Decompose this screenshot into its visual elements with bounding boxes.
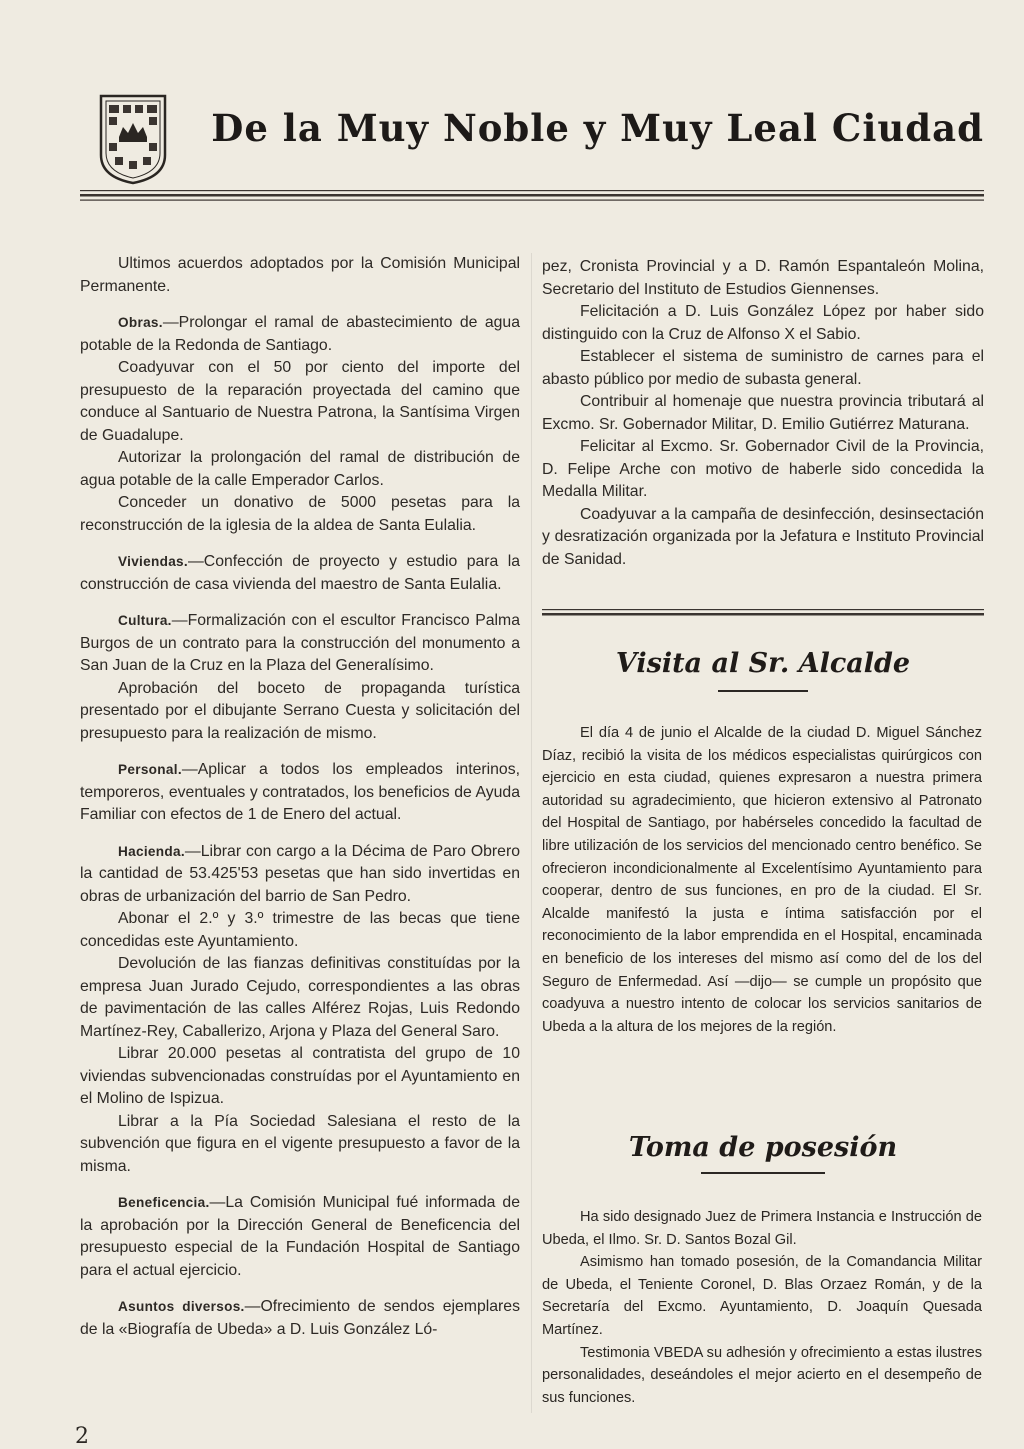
section-personal: Personal.—Aplicar a todos los empleados interinos, temporeros, eventuales y contratados, los beneficios de Ayuda Familiar con efectos de 1 de Enero del actual. [80,761,520,823]
section-lead: Hacienda. [118,843,185,859]
paragraph: Prolongar el ramal de abastecimiento de agua potable de la Redonda de Santiago. [80,314,520,354]
section-lead: Personal. [118,762,182,777]
paragraph: pez, Cronista Provincial y a D. Ramón Espantaleón Molina, Secretario del Instituto de Estudios Giennenses. [542,258,984,298]
paragraph: Autorizar la prolongación del ramal de distribución de agua potable de la calle Emperador Carlos. [80,449,520,489]
paragraph: Contribuir al homenaje que nuestra provincia tributará al Excmo. Sr. Gobernador Militar, D. Emilio Gutiérrez Maturana. [542,393,984,433]
paragraph: Asimismo han tomado posesión, de la Comandancia Militar de Ubeda, el Teniente Coronel, D. Blas Orzaez Román, y de la Secretaría del Excmo. Ayuntamiento, D. Joaquín Quesada Martínez. [542,1254,982,1338]
paragraph: Conceder un donativo de 5000 pesetas para la reconstrucción de la iglesia de la aldea de Santa Eulalia. [80,494,520,534]
toma-article [542,1206,982,1409]
column-divider [531,253,532,1413]
section-beneficencia: Beneficencia.—La Comisión Municipal fué informada de la aprobación por la Dirección General de Beneficencia del presupuesto especial de la Fundación Hospital de Santiago para el actual ejercicio. [80,1194,520,1279]
paragraph: Ha sido designado Juez de Primera Instancia e Instrucción de Ubeda, el Ilmo. Sr. D. Santos Bozal Gil. [542,1209,982,1248]
visita-title: Visita al Sr. Alcalde [615,648,911,679]
title-underline [718,690,808,692]
section-asuntos-diversos: Asuntos diversos.—Ofrecimiento de sendos ejemplares de la «Biografía de Ubeda» a D. Luis González Ló- [80,1298,520,1338]
section-lead: Obras. [118,315,163,330]
section-obras: Obras.—Prolongar el ramal de abastecimiento de agua potable de la Redonda de Santiago. [80,314,520,354]
paragraph: Felicitación a D. Luis González López por haber sido distinguido con la Cruz de Alfonso X el Sabio. [542,303,984,343]
right-column [542,256,984,571]
paragraph: La Comisión Municipal fué informada de la aprobación por la Dirección General de Beneficencia del presupuesto especial de la Fundación Hospital de Santiago para el actual ejercicio. [80,1194,520,1279]
paragraph: Librar 20.000 pesetas al contratista del grupo de 10 viviendas subvencionadas construídas por el Ayuntamiento en el Molino de Ispizua. [80,1045,520,1107]
paragraph: Confección de proyecto y estudio para la construcción de casa vivienda del maestro de Santa Eulalia. [80,553,520,593]
paragraph: Formalización con el escultor Francisco Palma Burgos de un contrato para la construcción del monumento a San Juan de la Cruz en la Plaza del Generalísimo. [80,612,520,674]
paragraph: Coadyuvar a la campaña de desinfección, desinsectación y desratización organizada por la Jefatura e Instituto Provincial de Sanidad. [542,505,984,568]
paragraph: El día 4 de junio el Alcalde de la ciudad D. Miguel Sánchez Díaz, recibió la visita de los médicos especialistas quirúrgicos con ejercicio en esta ciudad, quienes expresaron a nuestra primera autoridad su agradecimiento, que hicieron extensivo al Patronato del Hospital de Santiago, por habérseles concedido la facultad de libre utilización de los servicios del mencionado centro benéfico. Se ofrecieron incondicionalmente al Excelentísimo Ayuntamiento para cooperar, dentro de sus funciones, en pro de la ciudad. El Sr. Alcalde manifestó la justa e íntima satisfacción por el reconocimiento de la labor emprendida en el Hospital, encaminada en beneficio de los intereses del mismo así como del de los del Seguro de Enfermedad. Así —dijo— se cumple un propósito que coadyuva a nuestro intento de colocar los servicios sanitarios de Ubeda a la altura de los mejores de la región. [542,725,982,1035]
left-column [80,253,520,1341]
section-lead: Viviendas. [118,554,188,569]
paragraph: Librar con cargo a la Décima de Paro Obrero la cantidad de 53.425'53 pesetas que han sido invertidas en obras de urbanización del barrio de San Pedro. [80,842,520,905]
section-lead: Beneficencia. [118,1195,210,1210]
paragraph: Testimonia VBEDA su adhesión y ofrecimiento a estas ilustres personalidades, deseándoles el mejor acierto en el desempeño de sus funciones. [542,1344,982,1406]
section-lead: Asuntos diversos. [118,1299,245,1314]
title-underline [701,1172,825,1174]
toma-title: Toma de posesión [628,1132,898,1163]
page-number: 2 [75,1424,89,1449]
paragraph: Librar a la Pía Sociedad Salesiana el resto de la subvención que figura en el vigente presupuesto a favor de la misma. [80,1112,520,1175]
section-hacienda: Hacienda.—Librar con cargo a la Décima de Paro Obrero la cantidad de 53.425'53 pesetas que han sido invertidas en obras de urbanización del barrio de San Pedro. [80,842,520,905]
section-lead: Cultura. [118,613,172,628]
paragraph: Coadyuvar con el 50 por ciento del importe del presupuesto de la reparación proyectada del camino que conduce al Santuario de Nuestra Patrona, la Santísima Virgen de Guadalupe. [80,359,520,444]
coat-of-arms-icon [97,93,169,185]
header-rule [80,190,984,202]
paragraph: Devolución de las fianzas definitivas constituídas por la empresa Juan Jurado Cejudo, correspondientes a las obras de pavimentación de las calles Alférez Rojas, Luis Redondo Martínez-Rey, Caballerizo, Arjona y Plaza del General Saro. [80,955,520,1040]
paragraph: Abonar el 2.º y 3.º trimestre de las becas que tiene concedidas este Ayuntamiento. [80,910,520,950]
section-cultura: Cultura.—Formalización con el escultor Francisco Palma Burgos de un contrato para la construcción del monumento a San Juan de la Cruz en la Plaza del Generalísimo. [80,612,520,674]
paragraph: Aprobación del boceto de propaganda turística presentado por el dibujante Serrano Cuesta y solicitación del presupuesto para la realización de mismo. [80,679,520,742]
paragraph: Felicitar al Excmo. Sr. Gobernador Civil de la Provincia, D. Felipe Arche con motivo de haberle sido concedida la Medalla Militar. [542,438,984,500]
paragraph: Aplicar a todos los empleados interinos, temporeros, eventuales y contratados, los beneficios de Ayuda Familiar con efectos de 1 de Enero del actual. [80,761,520,823]
paragraph: Establecer el sistema de suministro de carnes para el abasto público por medio de subasta general. [542,348,984,388]
visita-article [542,722,982,1038]
paragraph: Ofrecimiento de sendos ejemplares de la «Biografía de Ubeda» a D. Luis González Ló- [80,1298,520,1338]
section-rule [542,609,984,617]
intro-paragraph: Ultimos acuerdos adoptados por la Comisión Municipal Permanente. [80,255,520,295]
masthead-title: De la Muy Noble y Muy Leal Ciudad [211,106,984,150]
section-viviendas: Viviendas.—Confección de proyecto y estudio para la construcción de casa vivienda del maestro de Santa Eulalia. [80,553,520,593]
